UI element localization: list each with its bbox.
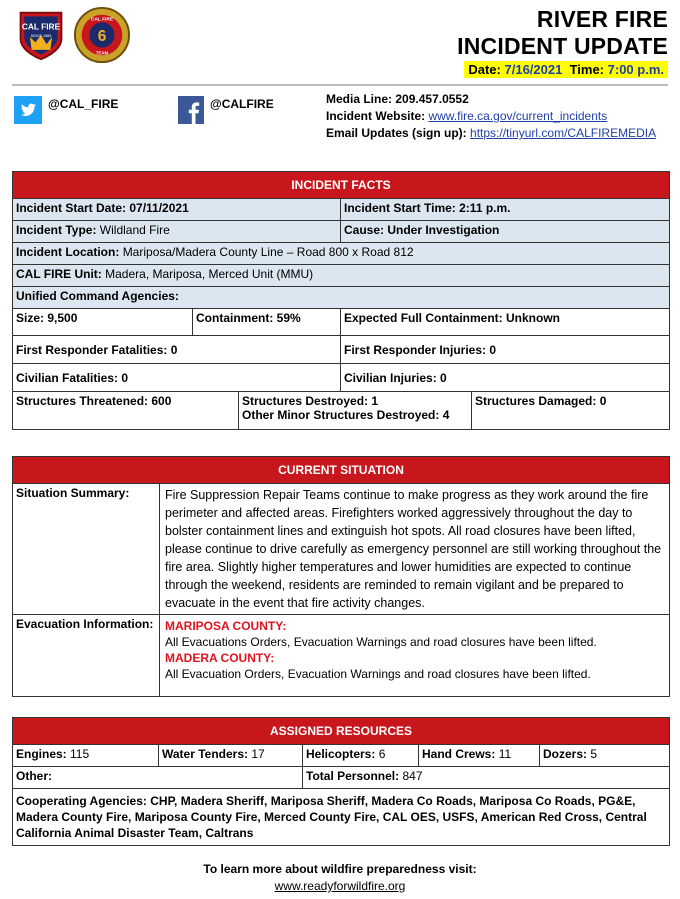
time-value: 7:00 p.m. [607,62,664,77]
evac-label: Evacuation Information: [13,615,160,697]
personnel-value: 847 [402,769,423,783]
other-label: Other: [13,767,303,789]
assigned-resources-table [12,717,670,846]
email-link[interactable]: https://tinyurl.com/CALFIREMEDIA [470,126,657,140]
containment: Containment: 59% [193,309,341,336]
engines-value: 115 [70,747,90,761]
minor-structures-destroyed: Other Minor Structures Destroyed: 4 [242,408,450,422]
cal-fire-logo [15,9,67,61]
evac-info [160,615,670,697]
footer-text: To learn more about wildfire preparedness visit: [203,862,477,876]
civ-injuries: Civilian Injuries: 0 [341,364,670,392]
unit-value: Madera, Mariposa, Merced Unit (MMU) [105,267,314,281]
tenders-label: Water Tenders: [162,747,249,761]
logos [15,9,131,64]
title-line1: RIVER FIRE [536,6,668,32]
cal-fire-team-seal [73,6,131,64]
dozers-cell [540,745,670,767]
tenders-value: 17 [251,747,265,761]
twitter-block[interactable] [14,96,118,124]
start-date: Incident Start Date: 07/11/2021 [13,199,341,221]
situation-heading: CURRENT SITUATION [13,457,670,484]
unit-label: CAL FIRE Unit: [16,267,102,281]
cooperating-agencies: Cooperating Agencies: CHP, Madera Sheriff, Mariposa Sheriff, Madera Co Roads, Mariposa Co Roads, PG&E, Madera County Fire, Mariposa County Fire, Merced County Fire, CAL OES, USFS, American Red Cross, Central California Animal Disaster Team, Caltrans [13,789,670,846]
engines-cell [13,745,159,767]
media-line-label: Media Line: [326,92,393,106]
incident-facts-table [12,171,670,430]
logo2-text: CAL FIRE [90,17,114,23]
structures-threatened: Structures Threatened: 600 [13,392,239,430]
incident-type-value: Wildland Fire [99,223,170,237]
incident-location-cell [13,243,670,265]
facebook-block[interactable] [178,96,274,124]
incident-type-label: Incident Type: [16,223,97,237]
expected-containment: Expected Full Containment: Unknown [341,309,670,336]
helicopters-label: Helicopters: [306,747,376,761]
twitter-handle: @CAL_FIRE [48,97,119,111]
dozers-value: 5 [590,747,598,761]
county1-name: MARIPOSA COUNTY: [165,619,287,633]
cause: Cause: Under Investigation [341,221,670,243]
fr-injuries: First Responder Injuries: 0 [341,336,670,364]
structures-destroyed-cell [239,392,472,430]
helicopters-value: 6 [378,747,386,761]
website-label: Incident Website: [326,109,426,123]
time-label: Time: [569,62,605,77]
media-info [326,91,656,142]
incident-type-cell [13,221,341,243]
header-divider [12,84,668,86]
personnel-label: Total Personnel: [306,769,400,783]
summary-text: Fire Suppression Repair Teams continue to make progress as they work around the fire perimeter and affected areas. Firefighters worked aggressively throughout the day to bolster containment lines and extinguish hot spots. All road closures have been lifted, please continue to drive carefully as emergency personnel are still working throughout the fire area. Slightly higher temperatures and lower humidities are expected to continue through the weekend, residents are reminded to remain vigilant and be prepared to evacuate in the event that fire activity changes. [160,484,670,615]
unit-cell [13,265,670,287]
structures-destroyed: Structures Destroyed: 1 [242,394,379,408]
facebook-handle: @CALFIRE [210,97,274,111]
current-situation-table [12,456,670,697]
media-line-value: 209.457.0552 [395,92,469,106]
county1-text: All Evacuations Orders, Evacuation Warnings and road closures have been lifted. [165,635,597,649]
civ-fatalities: Civilian Fatalities: 0 [13,364,341,392]
start-time: Incident Start Time: 2:11 p.m. [341,199,670,221]
helicopters-cell [303,745,419,767]
date-value: 7/16/2021 [504,62,563,77]
county2-text: All Evacuation Orders, Evacuation Warnings and road closures have been lifted. [165,667,591,681]
crews-label: Hand Crews: [422,747,496,761]
logo2-num: 6 [97,27,107,45]
dozers-label: Dozers: [543,747,588,761]
email-label: Email Updates (sign up): [326,126,467,140]
location-label: Incident Location: [16,245,120,259]
engines-label: Engines: [16,747,67,761]
logo2-sub: TEAM [95,50,109,56]
title-line2: INCIDENT UPDATE [457,33,668,59]
date-time-bar [464,61,668,78]
size: Size: 9,500 [13,309,193,336]
website-link[interactable]: www.fire.ca.gov/current_incidents [428,109,608,123]
tenders-cell [159,745,303,767]
crews-value: 11 [498,747,512,761]
unified-command: Unified Command Agencies: [13,287,670,309]
twitter-icon [14,96,42,124]
personnel-cell [303,767,670,789]
summary-label: Situation Summary: [13,484,160,615]
footer [0,861,680,895]
county2-name: MADERA COUNTY: [165,651,275,665]
title-block [457,6,668,78]
logo1-sub: SINCE 1885 [30,33,52,38]
crews-cell [419,745,540,767]
logo1-text: CAL FIRE [21,21,61,32]
structures-damaged: Structures Damaged: 0 [472,392,670,430]
location-value: Mariposa/Madera County Line – Road 800 x Road 812 [122,245,414,259]
facebook-icon [178,96,204,124]
resources-heading: ASSIGNED RESOURCES [13,718,670,745]
fr-fatalities: First Responder Fatalities: 0 [13,336,341,364]
footer-link[interactable]: www.readyforwildfire.org [274,879,406,893]
date-label: Date: [468,62,501,77]
incident-facts-heading: INCIDENT FACTS [13,172,670,199]
